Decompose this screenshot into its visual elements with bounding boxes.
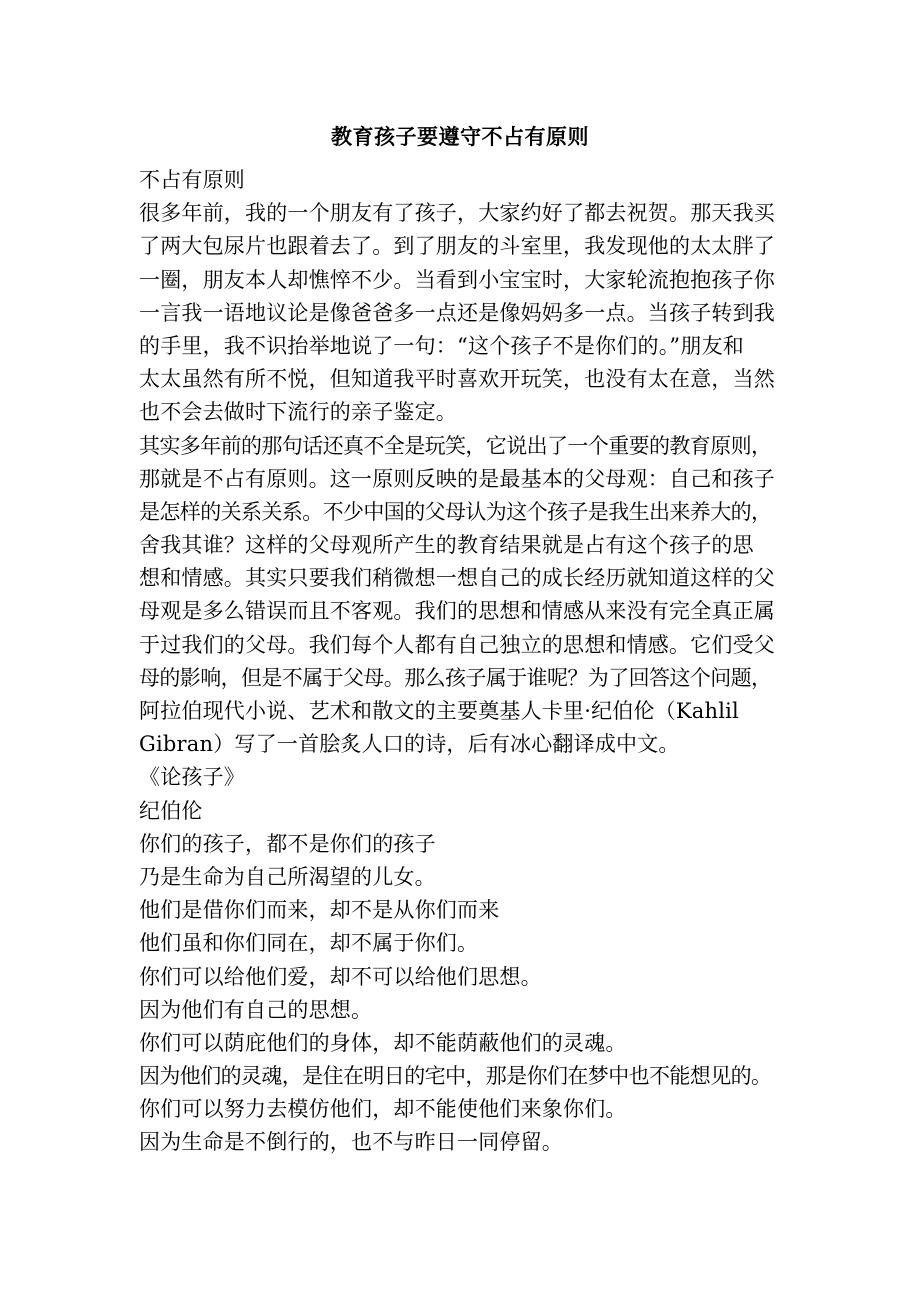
paragraph-line: 于过我们的父母。我们每个人都有自己独立的思想和情感。它们受父 [139, 632, 775, 657]
section-heading: 不占有原则 [139, 168, 245, 192]
paragraph-line: 阿拉伯现代小说、艺术和散文的主要奠基人卡里·纪伯伦（Kahlil [139, 699, 739, 723]
poem-line: 你们可以给他们爱，却不可以给他们思想。 [139, 964, 542, 989]
paragraph-line: 也不会去做时下流行的亲子鉴定。 [139, 400, 457, 425]
paragraph-line: 舍我其谁？这样的父母观所产生的教育结果就是占有这个孩子的思 [139, 533, 754, 558]
paragraph-line: 母观是多么错误而且不客观。我们的思想和情感从来没有完全真正属 [139, 599, 775, 624]
poem-line: 他们虽和你们同在，却不属于你们。 [139, 931, 479, 956]
paragraph-line: 了两大包尿片也跟着去了。到了朋友的斗室里，我发现他的太太胖了 [139, 234, 775, 259]
document-body [139, 164, 783, 1160]
paragraph-line: 一言我一语地议论是像爸爸多一点还是像妈妈多一点。当孩子转到我 [139, 300, 775, 325]
poem-line: 因为他们有自己的思想。 [139, 997, 373, 1022]
poem-title: 《论孩子》 [139, 765, 245, 790]
paragraph-line: 很多年前，我的一个朋友有了孩子，大家约好了都去祝贺。那天我买 [139, 201, 775, 226]
poem-line: 因为他们的灵魂，是住在明日的宅中，那是你们在梦中也不能想见的。 [139, 1064, 772, 1089]
poem-author: 纪伯伦 [139, 798, 203, 823]
paragraph-line: 一圈，朋友本人却憔悴不少。当看到小宝宝时，大家轮流抱抱孩子你 [139, 267, 775, 292]
paragraph-line: 的手里，我不识抬举地说了一句：“这个孩子不是你们的。”朋友和 [139, 333, 744, 358]
paragraph-line: 是怎样的关系关系。不少中国的父母认为这个孩子是我生出来养大的， [139, 499, 772, 524]
paragraph-line: 那就是不占有原则。这一原则反映的是最基本的父母观：自己和孩子 [139, 466, 775, 491]
paragraph-line: 母的影响，但是不属于父母。那么孩子属于谁呢？为了回答这个问题， [139, 665, 772, 690]
paragraph-line: 太太虽然有所不悦，但知道我平时喜欢开玩笑，也没有太在意，当然 [139, 367, 775, 392]
document-title: 教育孩子要遵守不占有原则 [331, 124, 589, 149]
poem-line: 因为生命是不倒行的，也不与昨日一同停留。 [139, 1130, 563, 1155]
paragraph-line: 其实多年前的那句话还真不全是玩笑，它说出了一个重要的教育原则， [139, 433, 772, 458]
poem-line: 他们是借你们而来，却不是从你们而来 [139, 898, 500, 923]
poem-line: 你们的孩子，都不是你们的孩子 [139, 831, 436, 856]
paragraph-line: 想和情感。其实只要我们稍微想一想自己的成长经历就知道这样的父 [139, 566, 775, 591]
paragraph-line: Gibran）写了一首脍炙人口的诗，后有冰心翻译成中文。 [139, 732, 680, 757]
poem-line: 你们可以努力去模仿他们，却不能使他们来象你们。 [139, 1097, 627, 1122]
poem-line: 乃是生命为自己所渴望的儿女。 [139, 864, 436, 889]
poem-line: 你们可以荫庇他们的身体，却不能荫蔽他们的灵魂。 [139, 1030, 627, 1055]
